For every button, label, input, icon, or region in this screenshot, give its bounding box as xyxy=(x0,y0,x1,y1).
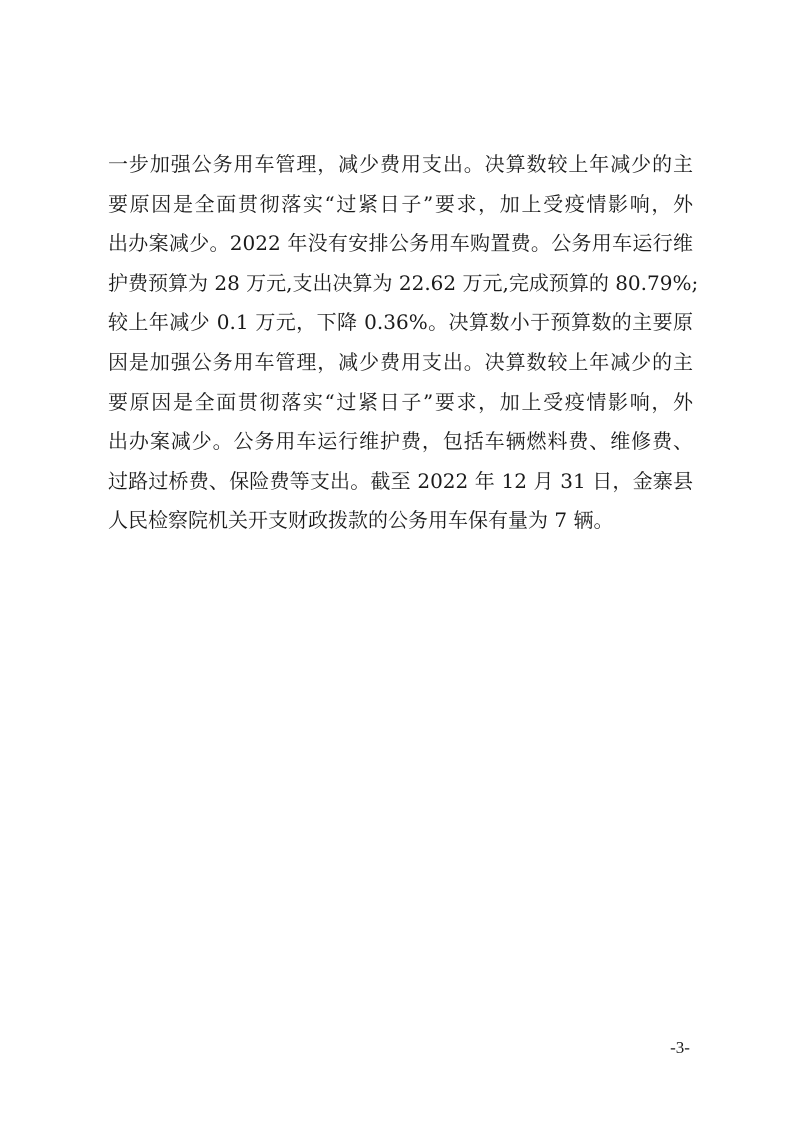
paragraph-line-6: 因是加强公务用车管理，减少费用支出。决算数较上年减少的主 xyxy=(108,349,693,374)
paragraph-line-2: 要原因是全面贯彻落实“过紧日子”要求，加上受疫情影响，外 xyxy=(108,191,693,216)
page-number: -3- xyxy=(670,1038,690,1057)
paragraph-line-3: 出办案减少。2022 年没有安排公务用车购置费。公务用车运行维 xyxy=(108,231,693,256)
paragraph-line-5: 较上年减少 0.1 万元，下降 0.36%。决算数小于预算数的主要原 xyxy=(108,310,693,335)
paragraph-line-10: 人民检察院机关开支财政拨款的公务用车保有量为 7 辆。 xyxy=(108,508,614,533)
body-paragraph xyxy=(108,145,699,541)
paragraph-line-8: 出办案减少。公务用车运行维护费，包括车辆燃料费、维修费、 xyxy=(108,429,693,454)
paragraph-line-1: 一步加强公务用车管理，减少费用支出。决算数较上年减少的主 xyxy=(108,152,693,176)
paragraph-line-9: 过路过桥费、保险费等支出。截至 2022 年 12 月 31 日，金寨县 xyxy=(108,468,693,493)
paragraph-line-4: 护费预算为 28 万元,支出决算为 22.62 万元,完成预算的 80.79%; xyxy=(108,270,699,295)
paragraph-line-7: 要原因是全面贯彻落实“过紧日子”要求，加上受疫情影响，外 xyxy=(108,389,693,414)
